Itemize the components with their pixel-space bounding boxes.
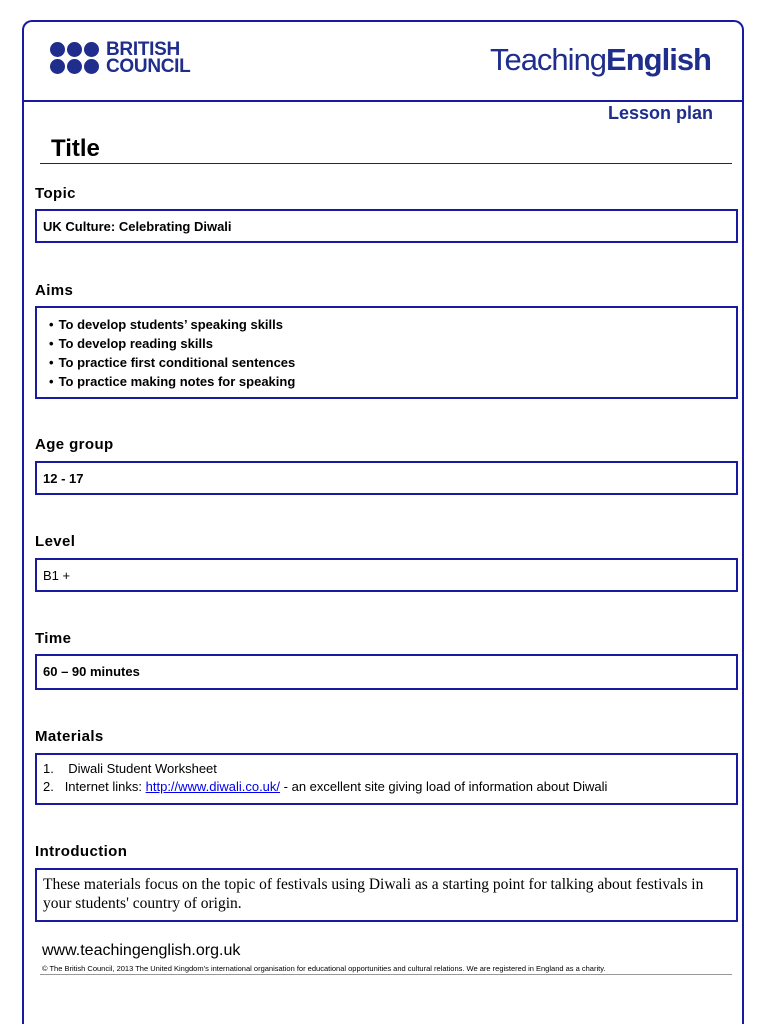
aims-label: Aims <box>35 282 74 299</box>
teaching-english-logo-bold: English <box>606 42 711 77</box>
aims-item: • To practice first conditional sentences <box>49 353 295 372</box>
materials-label: Materials <box>35 728 104 745</box>
level-box <box>35 558 738 592</box>
materials-box <box>35 753 738 805</box>
materials-item: 2. Internet links: http://www.diwali.co.uk/ - an excellent site giving load of information about Diwali <box>43 779 608 794</box>
teaching-english-logo-light: Teaching <box>489 42 607 77</box>
british-council-line2: COUNCIL <box>106 56 191 77</box>
british-council-line1: BRITISH <box>106 39 180 60</box>
level-label: Level <box>35 533 76 550</box>
materials-item: 1. Diwali Student Worksheet <box>43 761 217 776</box>
footer-divider <box>40 974 732 975</box>
header-divider <box>24 100 744 102</box>
page-title: Title <box>51 135 100 162</box>
time-label: Time <box>35 630 72 647</box>
age-group-value: 12 - 17 <box>43 471 84 486</box>
title-divider <box>40 163 732 164</box>
age-group-box <box>35 461 738 495</box>
materials-list <box>43 760 607 796</box>
introduction-box <box>35 868 738 922</box>
aims-item: • To develop reading skills <box>49 334 295 353</box>
aims-item: • To practice making notes for speaking <box>49 372 295 391</box>
time-box <box>35 654 738 690</box>
footer-url[interactable]: www.teachingenglish.org.uk <box>42 942 241 959</box>
level-value: B1 + <box>43 568 71 583</box>
age-group-label: Age group <box>35 436 114 453</box>
teaching-english-logo <box>490 42 711 78</box>
aims-box <box>35 306 738 399</box>
lesson-plan-heading: Lesson plan <box>607 103 713 123</box>
british-council-dots-icon <box>50 42 99 74</box>
british-council-logo <box>50 41 190 75</box>
topic-value: UK Culture: Celebrating Diwali <box>43 219 232 234</box>
introduction-text: These materials focus on the topic of festivals using Diwali as a starting point for talking about festivals in your students' country of origin. <box>43 876 704 912</box>
introduction-label: Introduction <box>35 843 128 860</box>
topic-label: Topic <box>35 185 76 202</box>
topic-box <box>35 209 738 243</box>
aims-item: • To develop students’ speaking skills <box>49 315 295 334</box>
footer-copyright: © The British Council, 2013 The United Kingdom’s international organisation for educational opportunities and cultural relations. We are registered in England as a charity. <box>42 964 606 973</box>
diwali-website-link[interactable]: http://www.diwali.co.uk/ <box>145 779 281 794</box>
time-value: 60 – 90 minutes <box>43 664 140 679</box>
aims-list <box>49 315 295 391</box>
